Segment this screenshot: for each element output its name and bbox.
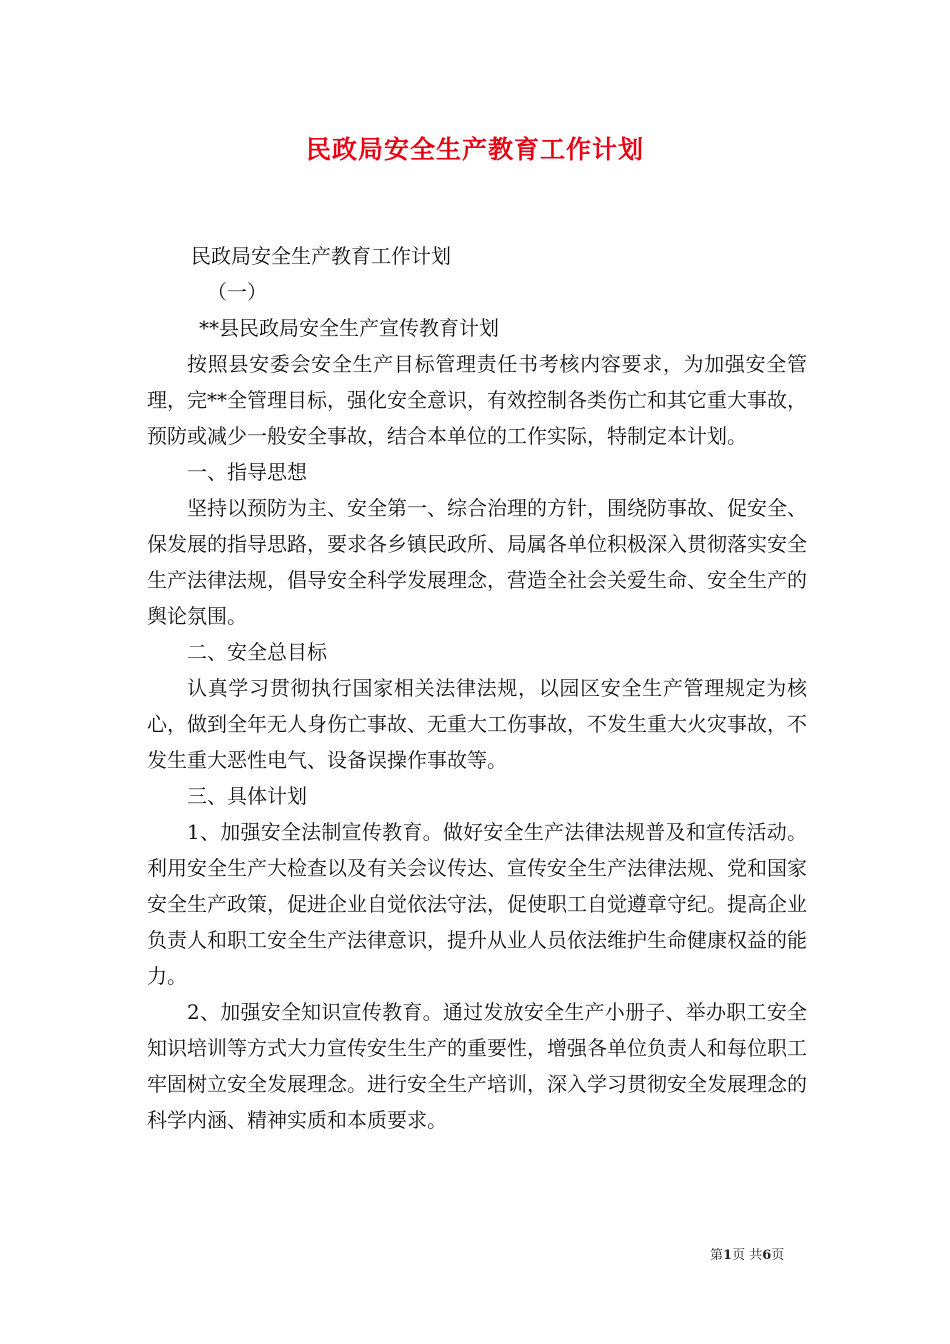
intro-paragraph: 按照县安委会安全生产目标管理责任书考核内容要求，为加强安全管理，完**全管理目标，强化安全意识，有效控制各类伤亡和其它重大事故，预防或减少一般安全事故，结合本单位的工作实际，特制定本计划。 <box>147 352 807 448</box>
section-number: （一） <box>207 280 267 304</box>
paragraph-safety-goal: 认真学习贯彻执行国家相关法律法规，以园区安全生产管理规定为核心，做到全年无人身伤亡事故、无重大工伤事故，不发生重大火灾事故，不发生重大恶性电气、设备误操作事故等。 <box>147 676 807 772</box>
footer-total-pages: 6 <box>762 1248 772 1263</box>
paragraph-plan-item-2: 2、加强安全知识宣传教育。通过发放安全生产小册子、举办职工安全知识培训等方式大力宣传安生生产的重要性，增强各单位负责人和每位职工牢固树立安全发展理念。进行安全生产培训，深入学习贯彻安全发展理念的科学内涵、精神实质和本质要求。 <box>147 1000 807 1132</box>
paragraph-plan-item-1: 1、加强安全法制宣传教育。做好安全生产法律法规普及和宣传活动。利用安全生产大检查以及有关会议传达、宣传安全生产法律法规、党和国家安全生产政策，促进企业自觉依法守法，促使职工自觉遵章守纪。提高企业负责人和职工安全生产法律意识，提升从业人员依法维护生命健康权益的能力。 <box>147 820 807 988</box>
footer-middle: 页 共 <box>732 1248 763 1263</box>
heading-specific-plan: 三、具体计划 <box>187 784 307 808</box>
page-title: 民政局安全生产教育工作计划 <box>305 135 644 164</box>
footer-suffix: 页 <box>771 1248 785 1263</box>
document-body <box>147 238 807 1138</box>
page-footer <box>710 1244 850 1263</box>
footer-prefix: 第 <box>710 1248 724 1263</box>
plan-name: **县民政局安全生产宣传教育计划 <box>199 316 499 340</box>
paragraph-guiding-ideology: 坚持以预防为主、安全第一、综合治理的方针，围绕防事故、促安全、保发展的指导思路，要求各乡镇民政所、局属各单位积极深入贯彻落实安全生产法律法规，倡导安全科学发展理念，营造全社会关爱生命、安全生产的舆论氛围。 <box>147 496 807 628</box>
footer-page-number: 1 <box>723 1248 733 1263</box>
heading-safety-goal: 二、安全总目标 <box>187 640 327 664</box>
heading-guiding-ideology: 一、指导思想 <box>187 460 307 484</box>
document-subtitle: 民政局安全生产教育工作计划 <box>191 244 451 268</box>
